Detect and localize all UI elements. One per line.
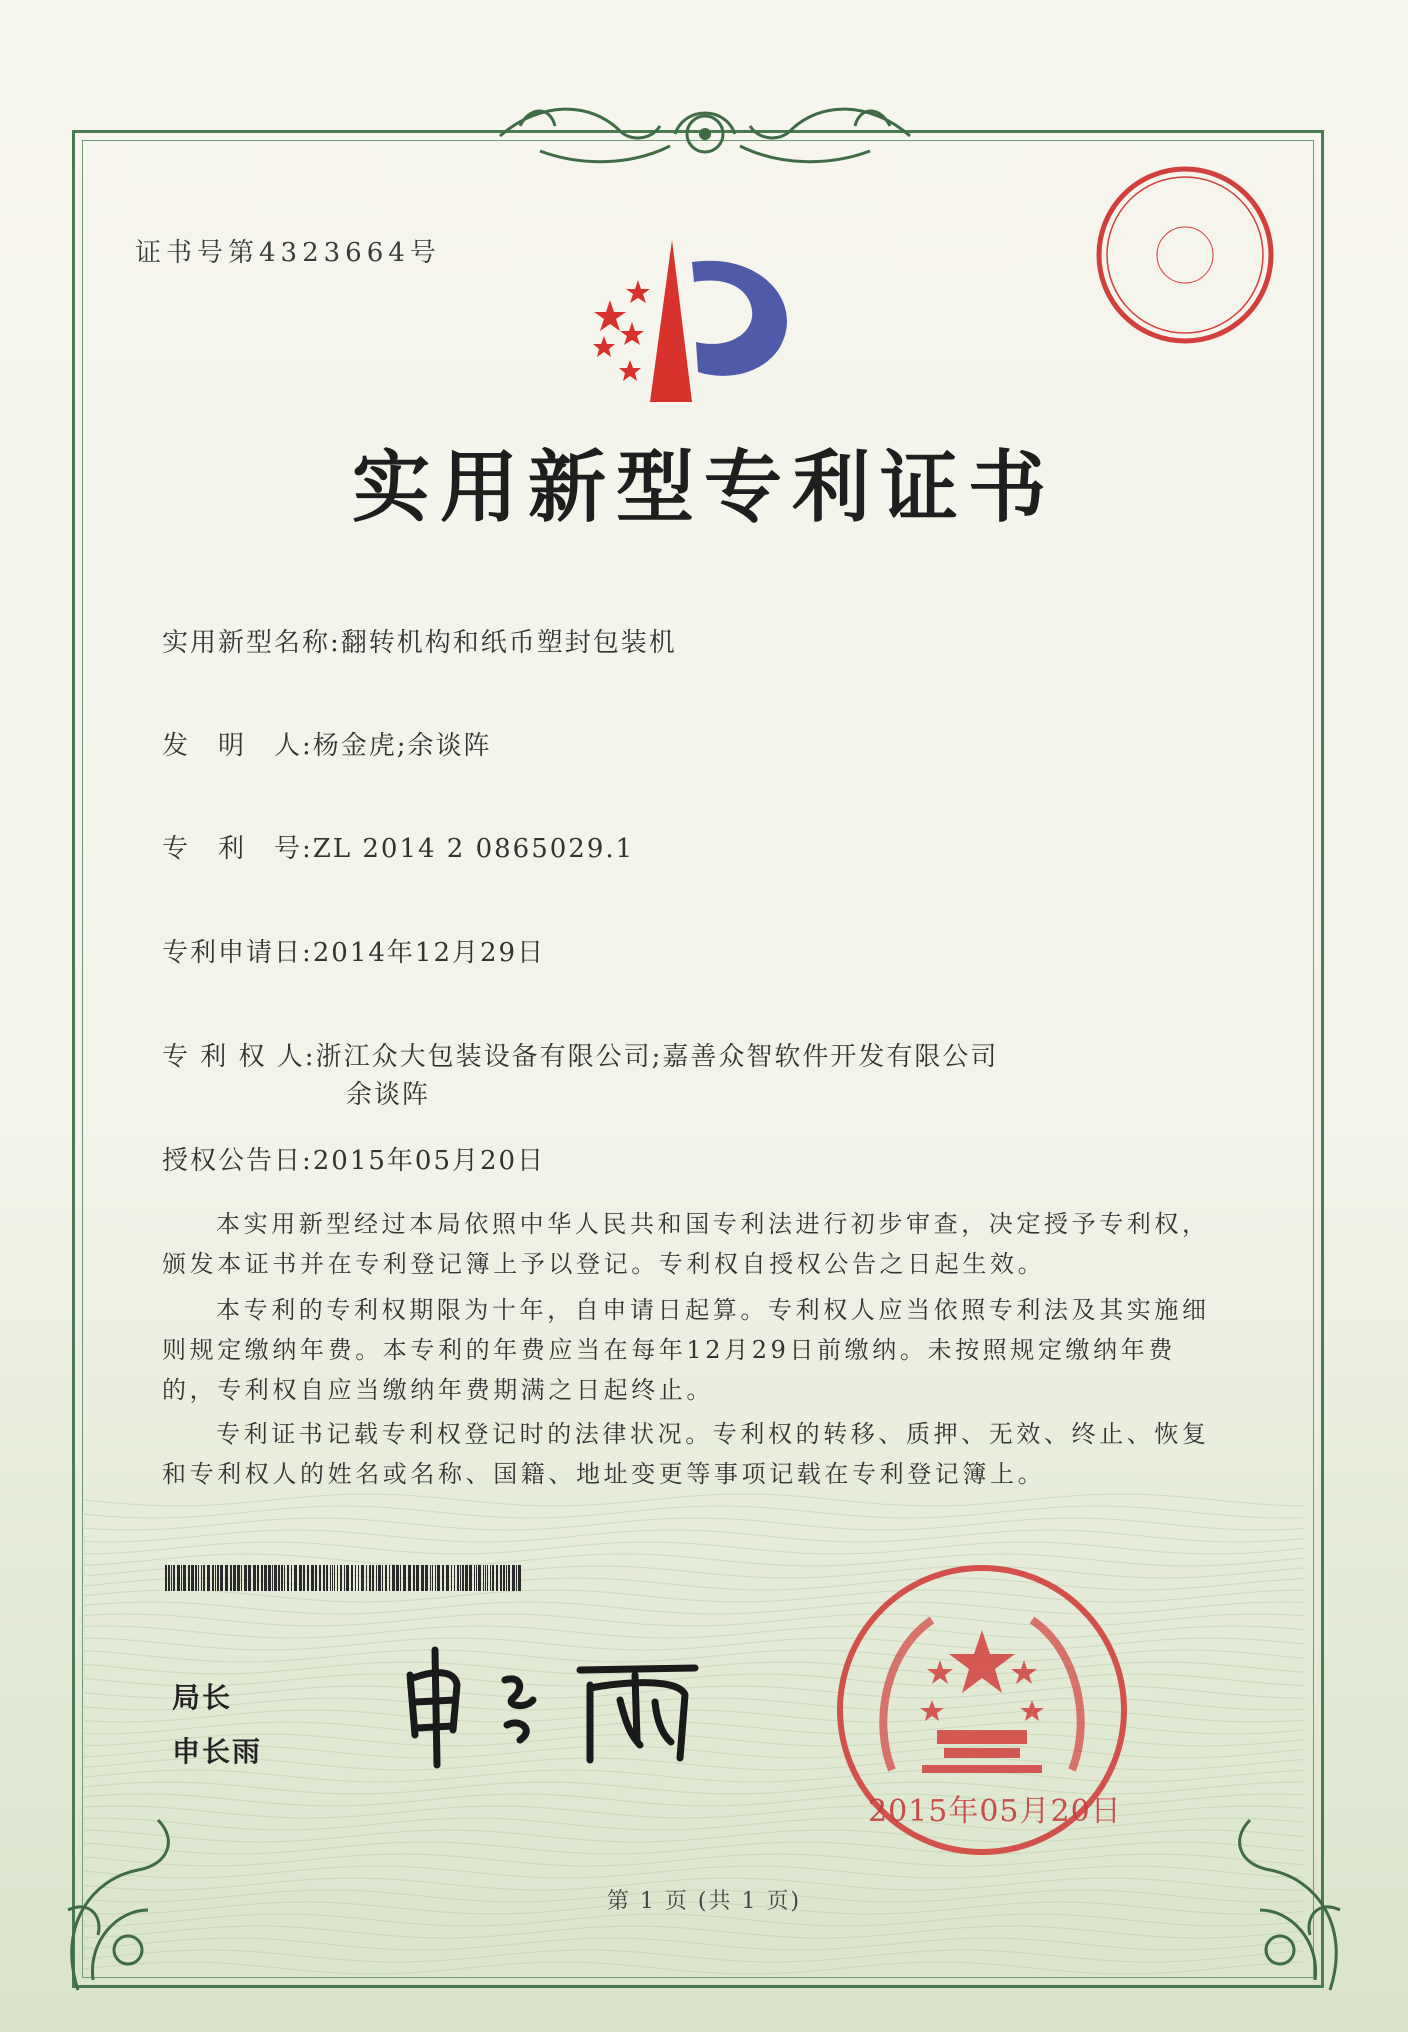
signatory-title: 局长 <box>172 1681 233 1714</box>
barcode-bar <box>518 1565 521 1591</box>
barcode-bar <box>432 1565 433 1591</box>
patentee-value-line2: 余谈阵 <box>346 1080 431 1110</box>
barcode-bar <box>198 1565 199 1591</box>
filing-date-value: 2014年12月29日 <box>312 938 546 968</box>
barcode-bar <box>340 1565 342 1591</box>
barcode-bar <box>274 1565 277 1591</box>
barcode-bar <box>382 1565 383 1591</box>
barcode-bar <box>408 1565 411 1591</box>
barcode-bar <box>435 1565 436 1591</box>
barcode-bar <box>469 1565 472 1591</box>
barcode-bar <box>506 1565 507 1591</box>
barcode-bar <box>430 1565 431 1591</box>
barcode-bar <box>183 1565 186 1591</box>
barcode-bar <box>220 1565 223 1591</box>
barcode-bar <box>378 1565 381 1591</box>
barcode-bar <box>168 1565 170 1591</box>
barcode-bar <box>177 1565 180 1591</box>
barcode-bar <box>171 1565 172 1591</box>
barcode-bar <box>451 1565 452 1591</box>
barcode-bar <box>465 1565 468 1591</box>
inventor-row <box>162 725 492 762</box>
barcode-bar <box>490 1565 491 1591</box>
barcode-bar <box>281 1565 283 1591</box>
barcode-bar <box>446 1565 449 1591</box>
barcode-bar <box>237 1565 240 1591</box>
barcode-bar <box>230 1565 232 1591</box>
patent-number-row <box>162 828 634 865</box>
barcode-bar <box>361 1565 364 1591</box>
barcode-bar <box>503 1565 505 1591</box>
barcode-bar <box>330 1565 331 1591</box>
barcode-bar <box>425 1565 428 1591</box>
barcode-bar <box>326 1565 328 1591</box>
signatory-name: 申长雨 <box>172 1735 263 1768</box>
patentee-row <box>162 1036 998 1073</box>
filing-date-row <box>162 932 545 969</box>
patentee-label: 专 利 权 人: <box>162 1042 316 1072</box>
barcode-bar <box>376 1565 377 1591</box>
barcode-bar <box>372 1565 374 1591</box>
barcode-bar <box>287 1565 289 1591</box>
barcode-bar <box>173 1565 175 1591</box>
barcode-bar <box>241 1565 242 1591</box>
barcode-bar <box>261 1565 263 1591</box>
barcode-bar <box>244 1565 247 1591</box>
barcode-bar <box>400 1565 401 1591</box>
barcode-bar <box>303 1565 305 1591</box>
barcode-bar <box>492 1565 494 1591</box>
barcode-bar <box>268 1565 271 1591</box>
barcode-bar <box>344 1565 345 1591</box>
barcode-bar <box>307 1565 309 1591</box>
barcode-bar <box>516 1565 517 1591</box>
barcode-bar <box>512 1565 515 1591</box>
barcode-bar <box>413 1565 415 1591</box>
barcode-bar <box>215 1565 216 1591</box>
inventor-label: 发 明 人: <box>162 731 313 761</box>
barcode-bar <box>337 1565 338 1591</box>
barcode-bar <box>334 1565 335 1591</box>
barcode-bar <box>191 1565 194 1591</box>
barcode-bar <box>299 1565 302 1591</box>
utility-model-name-value: 翻转机构和纸币塑封包装机 <box>340 628 677 658</box>
seal-date: 2015年05月20日 <box>868 1794 1122 1829</box>
barcode-bar <box>437 1565 440 1591</box>
barcode-bar <box>454 1565 455 1591</box>
barcode-bar <box>311 1565 314 1591</box>
barcode-bar <box>478 1565 481 1591</box>
barcode-bar <box>165 1565 167 1591</box>
barcode-bar <box>474 1565 475 1591</box>
grant-date-row <box>162 1140 545 1177</box>
inventor-value: 杨金虎;余谈阵 <box>312 731 492 761</box>
barcode-bar <box>496 1565 498 1591</box>
barcode-bar <box>291 1565 292 1591</box>
barcode-bar <box>278 1565 280 1591</box>
barcode-bar <box>457 1565 459 1591</box>
barcode-bar <box>421 1565 424 1591</box>
barcode-bar <box>315 1565 317 1591</box>
barcode-bar <box>332 1565 333 1591</box>
barcode-bar <box>351 1565 353 1591</box>
barcode-bar <box>508 1565 510 1591</box>
barcode-bar <box>284 1565 285 1591</box>
patent-office-emblem-icon <box>580 232 810 412</box>
barcode-bar <box>225 1565 228 1591</box>
patent-number-label: 专 利 号: <box>162 834 313 864</box>
barcode-bar <box>358 1565 359 1591</box>
barcode-bar <box>188 1565 190 1591</box>
paragraph-legal-status: 专利证书记载专利权登记时的法律状况。专利权的转移、质押、无效、终止、恢复和专利权人的姓名或名称、国籍、地址变更等事项记载在专利登记簿上。 <box>162 1420 1210 1488</box>
barcode-bar <box>392 1565 395 1591</box>
barcode-bar <box>442 1565 444 1591</box>
barcode-bar <box>385 1565 387 1591</box>
paragraph-examination: 本实用新型经过本局依照中华人民共和国专利法进行初步审查，决定授予专利权，颁发本证书并在专利登记簿上予以登记。专利权自授权公告之日起生效。 <box>162 1210 1210 1278</box>
barcode-bar <box>396 1565 399 1591</box>
top-ornament-icon <box>480 96 930 176</box>
barcode-bar <box>487 1565 488 1591</box>
barcode-bar <box>201 1565 202 1591</box>
barcode-bar <box>403 1565 406 1591</box>
patentee-value-line1: 浙江众大包装设备有限公司;嘉善众智软件开发有限公司 <box>315 1042 999 1072</box>
filing-date-label: 专利申请日: <box>162 938 313 968</box>
barcode-bar <box>203 1565 205 1591</box>
barcode-bar <box>257 1565 259 1591</box>
paragraph-term-and-fees: 本专利的专利权期限为十年，自申请日起算。专利权人应当依照专利法及其实施细则规定缴纳年费。本专利的年费应当在每年12月29日前缴纳。未按照规定缴纳年费的，专利权自应当缴纳年费期满之日起终止。 <box>162 1296 1210 1404</box>
certificate-title: 实用新型专利证书 <box>351 442 1056 533</box>
barcode-bar <box>217 1565 219 1591</box>
barcode-bar <box>355 1565 356 1591</box>
barcode-bar <box>233 1565 236 1591</box>
page-number: 第 1 页 (共 1 页) <box>606 1889 802 1914</box>
barcode-bar <box>323 1565 325 1591</box>
barcode-bar <box>485 1565 486 1591</box>
utility-model-name-label: 实用新型名称: <box>162 628 341 658</box>
barcode-bar <box>416 1565 419 1591</box>
barcode-bar <box>272 1565 273 1591</box>
certificate-number: 证书号第4323664号 <box>135 238 441 268</box>
barcode-bar <box>319 1565 321 1591</box>
barcode-bar <box>195 1565 197 1591</box>
barcode-bar <box>462 1565 464 1591</box>
barcode-bar <box>500 1565 502 1591</box>
barcode-bar <box>207 1565 210 1591</box>
grant-date-value: 2015年05月20日 <box>312 1146 546 1176</box>
barcode-bar <box>212 1565 214 1591</box>
barcode-bar <box>389 1565 390 1591</box>
barcode-bar <box>181 1565 182 1591</box>
barcode-bar <box>483 1565 484 1591</box>
barcode-bar <box>476 1565 477 1591</box>
barcode <box>165 1565 525 1591</box>
utility-model-name-row <box>162 622 677 659</box>
barcode-bar <box>248 1565 251 1591</box>
handwritten-signature <box>395 1640 715 1770</box>
tax-stamp <box>1090 160 1280 350</box>
barcode-bar <box>460 1565 461 1591</box>
barcode-bar <box>253 1565 256 1591</box>
barcode-bar <box>346 1565 349 1591</box>
patent-number-value: ZL 2014 2 0865029.1 <box>312 834 635 864</box>
barcode-bar <box>366 1565 367 1591</box>
grant-date-label: 授权公告日: <box>162 1146 313 1176</box>
barcode-bar <box>264 1565 267 1591</box>
barcode-bar <box>294 1565 297 1591</box>
barcode-bar <box>369 1565 371 1591</box>
